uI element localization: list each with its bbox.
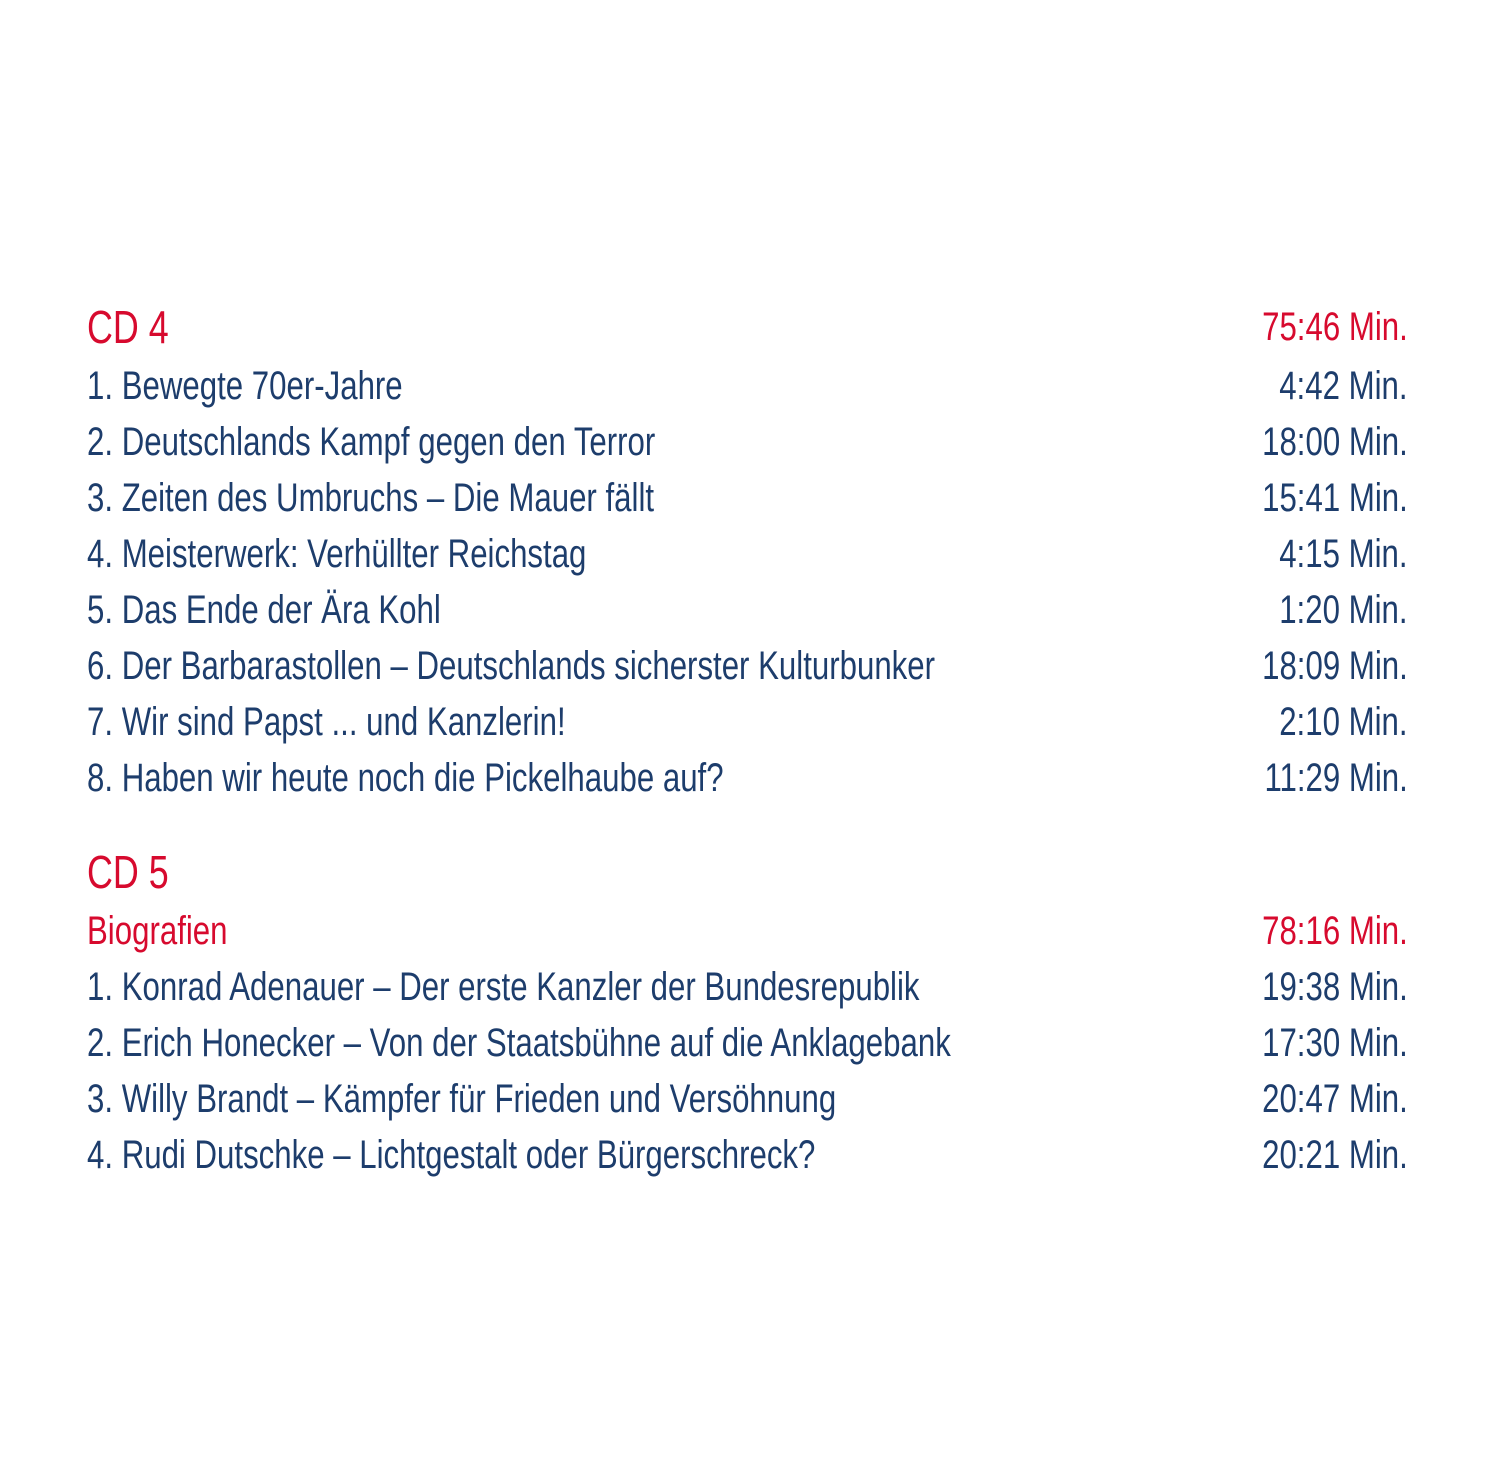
cd4-total-duration: 75:46 Min.	[1262, 304, 1408, 349]
cd5-header	[87, 841, 1408, 903]
track-row	[87, 414, 1408, 470]
track-title: 3. Zeiten des Umbruchs – Die Mauer fällt	[87, 475, 655, 520]
track-title: 1. Konrad Adenauer – Der erste Kanzler der Bundesrepublik	[87, 964, 920, 1009]
track-row	[87, 582, 1408, 638]
track-row	[87, 638, 1408, 694]
track-duration: 18:00 Min.	[1262, 419, 1408, 464]
track-title: 6. Der Barbarastollen – Deutschlands sicherster Kulturbunker	[87, 643, 936, 688]
track-title: 3. Willy Brandt – Kämpfer für Frieden und Versöhnung	[87, 1076, 837, 1121]
cd5-section	[87, 841, 1408, 1183]
track-duration: 11:29 Min.	[1264, 755, 1408, 800]
track-title: 1. Bewegte 70er-Jahre	[87, 363, 403, 408]
cd4-header	[87, 296, 1408, 358]
track-row	[87, 526, 1408, 582]
cd4-heading: CD 4	[87, 301, 169, 353]
track-duration: 17:30 Min.	[1262, 1020, 1408, 1065]
track-duration: 15:41 Min.	[1262, 475, 1408, 520]
track-row	[87, 1015, 1408, 1071]
cd5-total-duration: 78:16 Min.	[1262, 908, 1408, 953]
track-title: 8. Haben wir heute noch die Pickelhaube auf?	[87, 755, 724, 800]
cd5-subheader	[87, 903, 1408, 959]
track-duration: 20:21 Min.	[1262, 1132, 1408, 1177]
track-duration: 4:42 Min.	[1279, 363, 1408, 408]
track-duration: 2:10 Min.	[1279, 699, 1408, 744]
track-duration: 1:20 Min.	[1279, 587, 1408, 632]
track-row	[87, 470, 1408, 526]
track-row	[87, 959, 1408, 1015]
track-title: 7. Wir sind Papst ... und Kanzlerin!	[87, 699, 566, 744]
track-duration: 18:09 Min.	[1262, 643, 1408, 688]
track-row	[87, 358, 1408, 414]
track-title: 2. Deutschlands Kampf gegen den Terror	[87, 419, 656, 464]
track-title: 2. Erich Honecker – Von der Staatsbühne auf die Anklagebank	[87, 1020, 951, 1065]
track-duration: 4:15 Min.	[1279, 531, 1408, 576]
cd5-heading: CD 5	[87, 846, 169, 898]
track-duration: 20:47 Min.	[1262, 1076, 1408, 1121]
track-title: 5. Das Ende der Ära Kohl	[87, 587, 441, 632]
cd4-section	[87, 296, 1408, 806]
track-title: 4. Rudi Dutschke – Lichtgestalt oder Bürgerschreck?	[87, 1132, 816, 1177]
track-row	[87, 694, 1408, 750]
track-row	[87, 1127, 1408, 1183]
cd5-subtitle: Biografien	[87, 908, 228, 953]
track-duration: 19:38 Min.	[1262, 964, 1408, 1009]
track-row	[87, 1071, 1408, 1127]
track-title: 4. Meisterwerk: Verhüllter Reichstag	[87, 531, 587, 576]
track-row	[87, 750, 1408, 806]
